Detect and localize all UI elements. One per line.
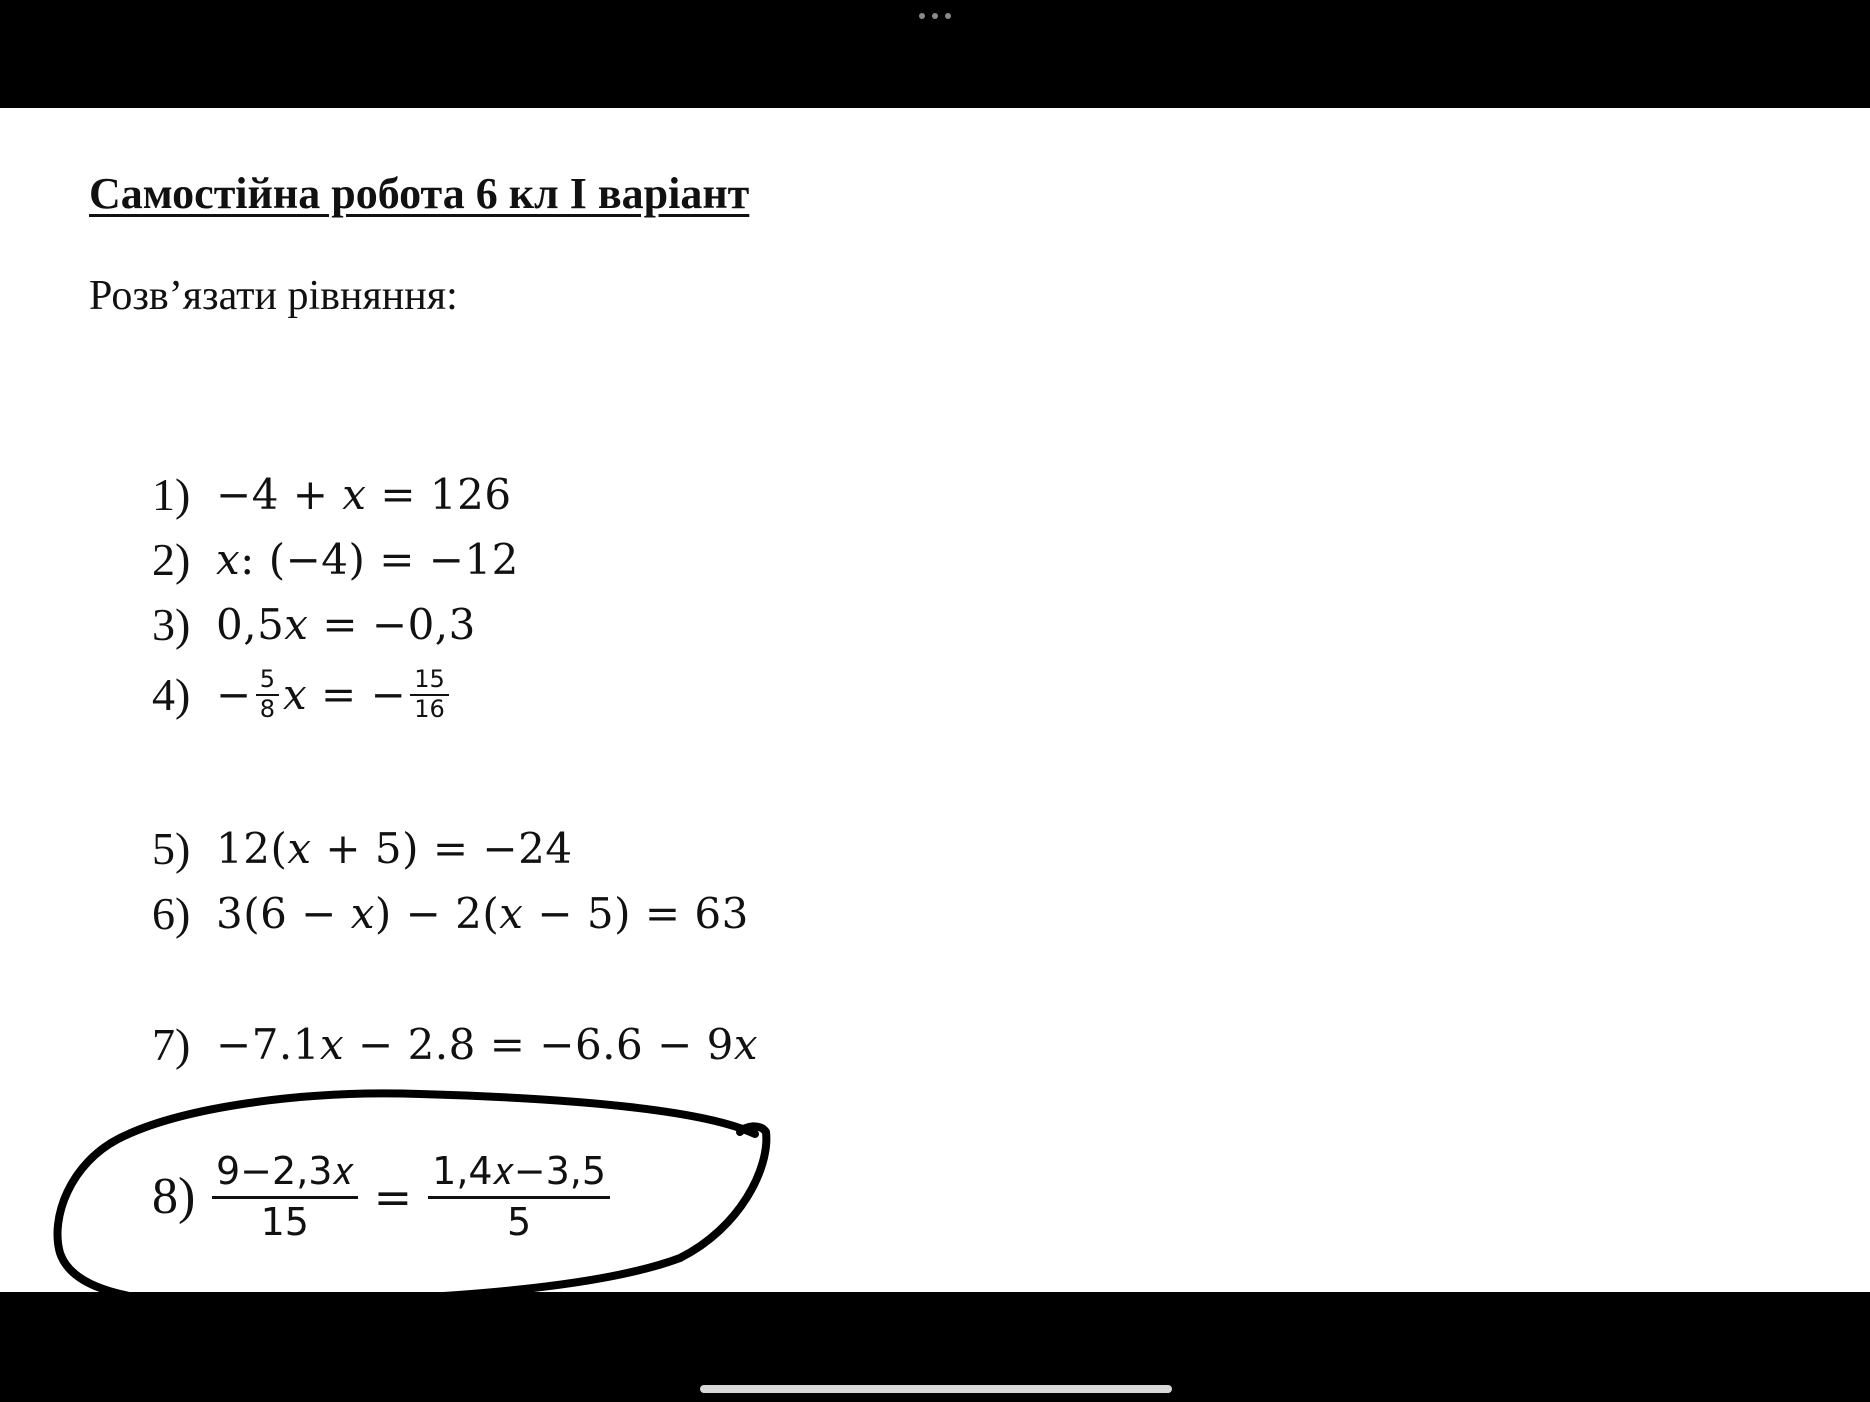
fraction-numerator: 9−2,3𝑥 — [216, 1149, 354, 1193]
document-title: Самостійна робота 6 кл І варіант — [89, 169, 750, 218]
equation-number: 2) — [152, 534, 191, 585]
equation-expression: 𝑥 = − — [282, 669, 407, 719]
equation-1 — [152, 469, 512, 520]
equation-number: 4) — [152, 668, 191, 720]
bottom-bar — [0, 1292, 1870, 1402]
equation-expression: 𝑥: (−4) = −12 — [216, 535, 519, 584]
equation-4 — [152, 666, 453, 723]
equation-5 — [152, 823, 573, 874]
equation-6 — [152, 888, 749, 939]
dot — [945, 13, 951, 19]
fraction-numerator: 1,4𝑥−3,5 — [432, 1149, 607, 1193]
more-options-icon[interactable] — [919, 8, 951, 24]
fraction-denominator: 8 — [259, 694, 275, 723]
equals-sign: = — [373, 1170, 413, 1224]
fraction — [428, 1148, 610, 1246]
equation-number: 3) — [152, 599, 191, 650]
fraction-numerator: 15 — [414, 665, 445, 693]
fraction-numerator: 5 — [259, 665, 275, 693]
equation-expression: 3(6 − 𝑥) − 2(𝑥 − 5) = 63 — [216, 889, 749, 938]
equation-number: 8) — [152, 1168, 196, 1225]
equation-8 — [152, 1148, 614, 1246]
top-status-bar — [0, 0, 1870, 108]
dot — [932, 13, 938, 19]
instruction-text: Розв’язати рівняння: — [89, 273, 458, 319]
fraction — [256, 666, 279, 723]
fraction-denominator: 16 — [414, 694, 445, 723]
equation-number: 7) — [152, 1019, 191, 1070]
equation-sign: − — [216, 669, 252, 719]
equation-2 — [152, 534, 519, 585]
equation-expression: −7.1𝑥 − 2.8 = −6.6 − 9𝑥 — [216, 1020, 759, 1069]
equation-number: 6) — [152, 888, 191, 939]
equation-expression: 0,5𝑥 = −0,3 — [216, 600, 476, 649]
equation-number: 1) — [152, 469, 191, 520]
dot — [919, 13, 925, 19]
equation-expression: −4 + 𝑥 = 126 — [216, 470, 512, 519]
document-page — [0, 108, 1870, 1292]
equation-3 — [152, 599, 476, 650]
home-indicator[interactable] — [700, 1385, 1172, 1393]
fraction — [410, 666, 449, 723]
fraction-denominator: 5 — [507, 1199, 532, 1244]
fraction — [212, 1148, 358, 1246]
equation-number: 5) — [152, 823, 191, 874]
fraction-denominator: 15 — [260, 1199, 309, 1244]
equation-7 — [152, 1019, 759, 1070]
equation-expression: 12(𝑥 + 5) = −24 — [216, 824, 573, 873]
